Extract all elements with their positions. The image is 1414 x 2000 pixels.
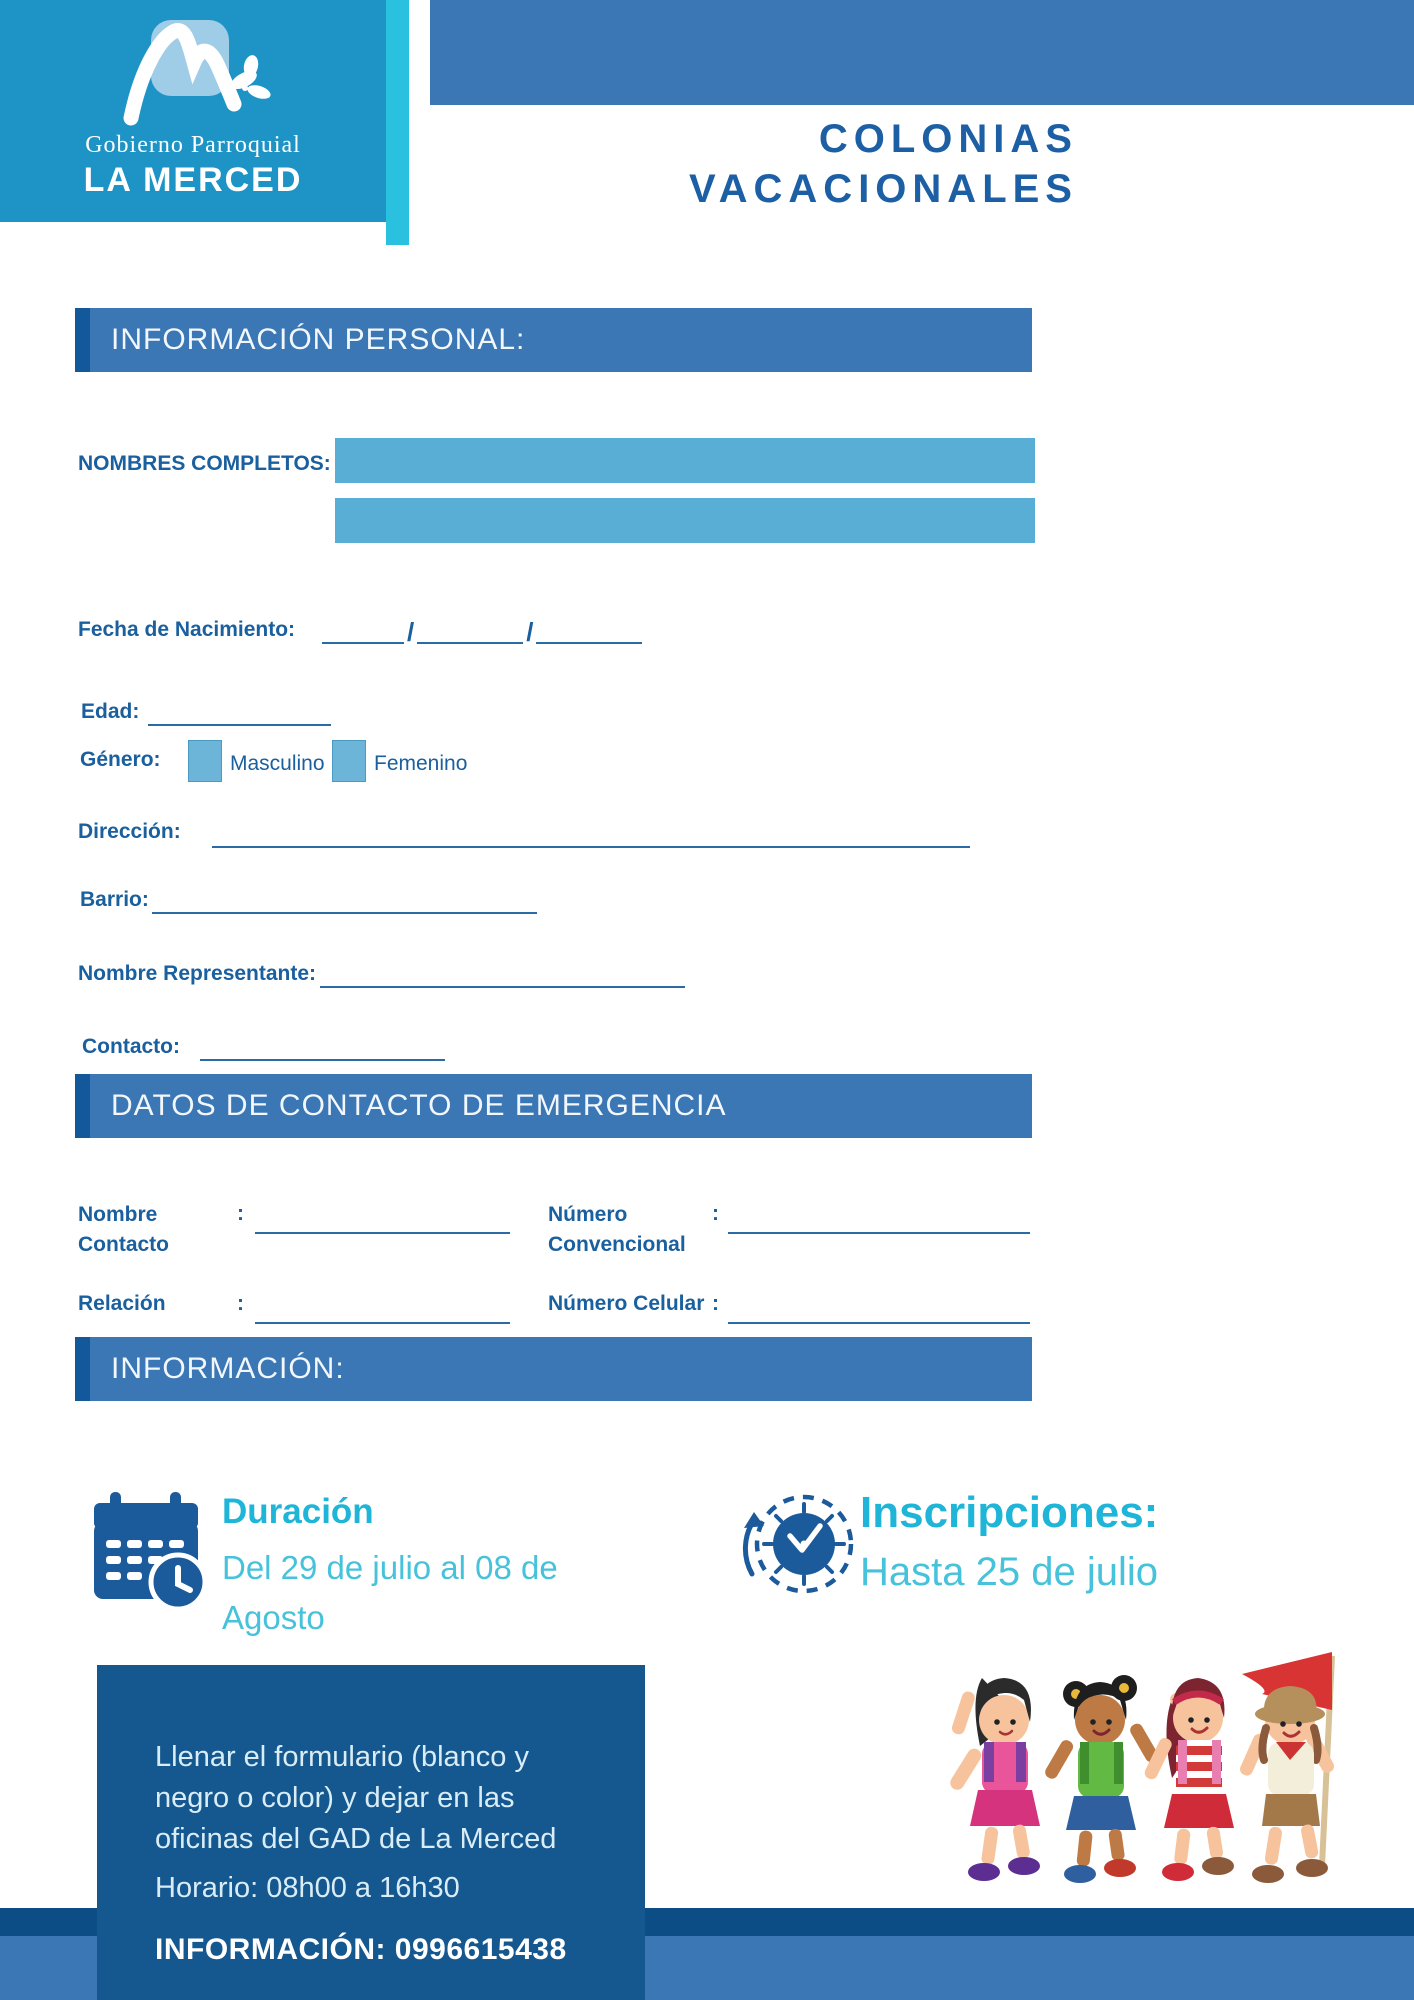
section-title: INFORMACIÓN: (111, 1352, 345, 1385)
logo-text-line1: Gobierno Parroquial (85, 132, 301, 158)
direccion-input-line[interactable] (212, 808, 970, 848)
emergency-numero-convencional-label: Número Convencional (548, 1203, 686, 1256)
inscripciones-text: Hasta 25 de julio (860, 1550, 1158, 1594)
fecha-nacimiento-field[interactable] (322, 617, 642, 647)
barrio-input-line[interactable] (152, 874, 537, 914)
notice-body-line2: negro o color) y dejar en las (155, 1782, 515, 1814)
emergency-nombre-contacto-label: Nombre Contacto (78, 1203, 169, 1256)
notice-body-line3: oficinas del GAD de La Merced (155, 1823, 557, 1855)
genero-option-femenino-label: Femenino (374, 752, 468, 775)
direccion-label: Dirección: (78, 820, 181, 843)
emergency-numero-celular-label: Número Celular (548, 1292, 705, 1315)
contacto-input-line[interactable] (200, 1021, 445, 1061)
edad-label: Edad: (81, 700, 140, 723)
emergency-numero-celular-line[interactable] (728, 1286, 1030, 1324)
fecha-nacimiento-label: Fecha de Nacimiento: (78, 618, 296, 641)
nombres-completos-label: NOMBRES COMPLETOS: (78, 452, 331, 475)
edad-input-line[interactable] (148, 686, 331, 726)
date-separator: / (526, 617, 534, 647)
date-day-line[interactable] (322, 618, 404, 644)
notice-body-line1: Llenar el formulario (blanco y (155, 1741, 529, 1773)
contacto-label: Contacto: (82, 1035, 180, 1058)
colon-separator: : (237, 1202, 244, 1225)
genero-option-masculino-label: Masculino (230, 752, 325, 775)
section-accent-strip (75, 1337, 90, 1401)
header-cyan-accent-strip (386, 0, 409, 245)
representante-input-line[interactable] (320, 948, 685, 988)
logo-text-line2: LA MERCED (83, 161, 303, 199)
nombres-input-bar-1[interactable] (335, 438, 1035, 483)
mountain-logo-icon (113, 18, 273, 128)
notice-phone-text: INFORMACIÓN: 0996615438 (155, 1933, 567, 1966)
section-title: INFORMACIÓN PERSONAL: (111, 323, 526, 356)
notice-body-text (155, 1737, 556, 1860)
section-header-datos-emergencia (75, 1074, 1032, 1138)
representante-label: Nombre Representante: (78, 962, 317, 985)
genero-checkbox-masculino[interactable] (188, 740, 222, 782)
section-title: DATOS DE CONTACTO DE EMERGENCIA (111, 1089, 727, 1122)
colon-separator: : (712, 1292, 719, 1315)
section-accent-strip (75, 308, 90, 372)
emergency-relacion-label: Relación (78, 1292, 166, 1315)
date-year-line[interactable] (536, 618, 642, 644)
section-header-informacion (75, 1337, 1032, 1401)
duracion-title: Duración (222, 1492, 374, 1531)
date-month-line[interactable] (417, 618, 523, 644)
clock-history-icon (738, 1482, 863, 1607)
date-separator: / (407, 617, 415, 647)
page-title-line2: VACACIONALES (688, 167, 1078, 211)
genero-checkbox-femenino[interactable] (332, 740, 366, 782)
duracion-text-line2: Agosto (222, 1599, 325, 1636)
inscripciones-title: Inscripciones: (860, 1488, 1159, 1537)
notice-box (97, 1665, 645, 2000)
page-title (689, 114, 1078, 214)
emergency-relacion-line[interactable] (255, 1286, 510, 1324)
header-blue-bar (430, 0, 1414, 105)
section-header-informacion-personal (75, 308, 1032, 372)
notice-schedule-text: Horario: 08h00 a 16h30 (155, 1872, 460, 1904)
colon-separator: : (712, 1202, 719, 1225)
nombres-input-bar-2[interactable] (335, 498, 1035, 543)
section-accent-strip (75, 1074, 90, 1138)
colon-separator: : (237, 1292, 244, 1315)
barrio-label: Barrio: (80, 888, 149, 911)
duracion-text (222, 1543, 558, 1643)
emergency-nombre-contacto-line[interactable] (255, 1196, 510, 1234)
children-illustration (920, 1628, 1395, 1908)
gad-la-merced-logo (0, 18, 386, 200)
calendar-clock-icon (90, 1492, 210, 1612)
emergency-numero-convencional-line[interactable] (728, 1196, 1030, 1234)
duracion-text-line1: Del 29 de julio al 08 de (222, 1549, 558, 1586)
page-title-line1: COLONIAS (818, 117, 1078, 161)
genero-label: Género: (80, 748, 161, 771)
